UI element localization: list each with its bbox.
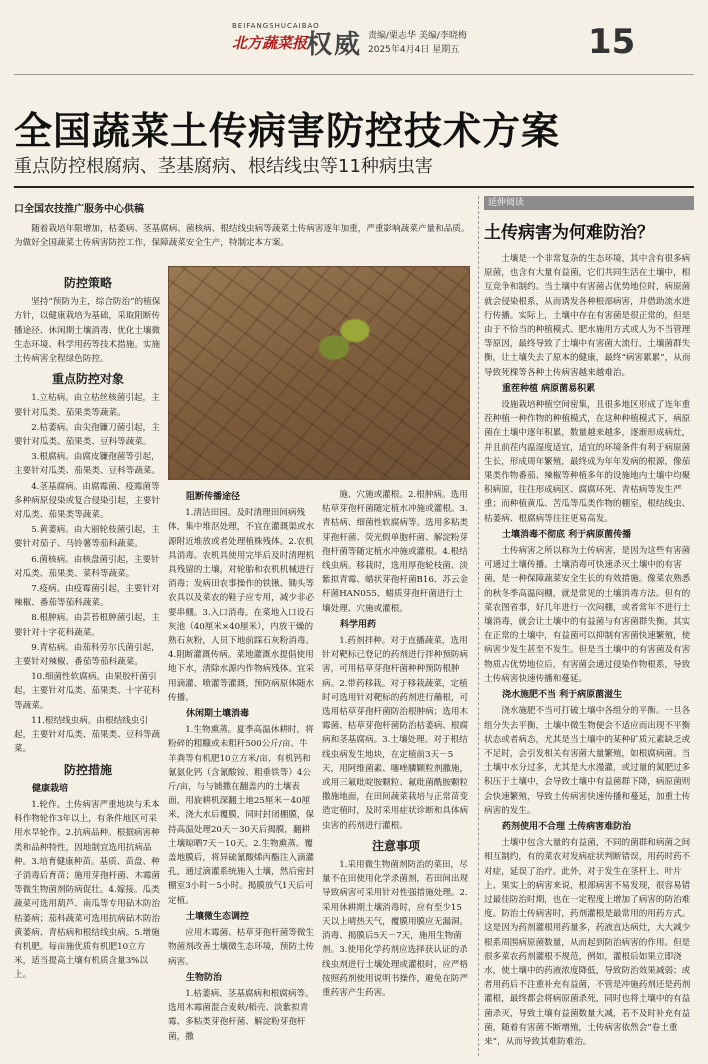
section-title: 权威 [306,30,363,60]
sidebar-title: 土传病害为何难防治？ [484,223,654,243]
chem-text: 1.药剂拌种。对于直播蔬菜，选用针对靶标已登记的药剂进行拌种预防病害，可用枯草芽孢杆菌种种预防根肿病。2.带药移栽。对于移栽蔬菜，定植时可选用针对靶标的药剂进行蘸根，可选用枯草芽孢杆菌防治根肿病；选用木霉菌、枯草芽孢杆菌防治枯萎病、根腐病和茎基腐病。3.土壤处理。对于根结线虫病发生地块，在定植前3天－5天，用阿维菌素、噻唑膦颗粒剂撒施，或用三氟吡啶胺颗粒、氟吡菌酰胺颗粒撒施地面，在田间蔬菜栽培与正常苗变造定植时，及时采用症状诊断和具体病虫害的药剂进行灌根。 [322,636,469,831]
intro-paragraph: 随着栽培年限增加，枯萎病、茎基腐病、菌核病、根结线虫病等蔬菜土传病害逐年加重，严重影响蔬菜产量和品质。为做好全国蔬菜土传病害防控工作，保障蔬菜安全生产，特制定本方案。 [14,224,470,248]
masthead [0,0,708,72]
target-item: 8.根肿病。由芸苔根肿菌引起，主要针对十字花科蔬菜。 [14,613,160,638]
sidebar-subheading: 药剂使用不合理 土传病害难防治 [502,821,632,832]
sidebar-paragraph: 土壤是一个非常复杂的生态环境，其中含有很多病原菌，也含有大量有益菌，它们共同生活在土壤中，相互竞争和制约。当土壤中有害菌占优势地位时，病原菌就会侵染根系，从而诱发各种根部病害，并借助流水进行传播。实际上，土壤中存在有害菌是很正常的，但是由于不恰当的种植模式、肥水施用方式或人为不当管理等原因，最终导致了土壤中有害菌大流行，土壤菌群失衡，让土壤失去了原本的健康，最终“病害累累”，从而导致死棵等各种土传病害越来越难治。 [484,254,691,378]
sidebar-subheading: 重茬种植 病原菌易积累 [502,383,596,394]
strategy-text: 坚持“预防为主，综合防治”的植保方针，以健康栽培为基础，采取阻断传播途径、休闲期土壤消毒、优化土壤微生态环境、科学用药等技术措施。实施土传病害全程绿色防控。 [14,297,161,365]
measures-text: 1.轮作。土传病害严重地块与禾本科作物轮作3年以上，有条件地区可采用水旱轮作。2.抗病品种。根据病害种类和品种特性，因地制宜选用抗病品种。3.培育健康种苗。基质、苗盘、种子消毒后育苗；施用芽孢杆菌、木霉菌等微生物菌剂防病促壮。4.嫁接。瓜类蔬菜可选用葫芦、南瓜等专用砧木防治枯萎病；茄科蔬菜可选用抗病砧木防治黄萎病、青枯病和根结线虫病。5.增施有机肥。每亩施优质有机肥10立方米，适当提高土壤有机质含量3%以上。 [14,799,161,981]
logo-pinyin: BEIFANGSHUCAIBAO [232,22,320,30]
sidebar-paragraph: 浇水施肥不当可打破土壤中各组分的平衡。一旦各组分失去平衡，土壤中微生物便会不适应而出现不平衡状态或者病态，尤其是当土壤中的某种矿质元素缺乏或不足时，会引发相关有害菌大量繁殖，如根腐病菌。当土壤中水分过多，尤其是大水漫灌，或过量的氮肥过多积压于土壤中，会导致土壤中有益菌群下降，病原菌则会快速繁殖，导致土传病害快速传播和蔓延，加重土传病害的发生。 [484,706,691,816]
target-item: 10.细菌性软腐病。由果胶杆菌引起，主要针对瓜类、茄果类、十字花科等蔬菜。 [14,672,161,711]
subheading-healthy: 健康栽培 [32,783,69,794]
target-item: 4.茎基腐病。由腐霉菌、疫霉菌等多种病原侵染或复合侵染引起，主要针对瓜类、茄果类等蔬菜。 [14,481,161,521]
target-item: 5.黄萎病。由大丽轮枝菌引起，主要针对茄子、马铃薯等茄科蔬菜。 [14,525,160,550]
heading-targets: 重点防控对象 [51,372,124,387]
page-number: 15 [588,22,636,62]
sidebar-body [484,252,694,1056]
sidebar-paragraph: 设施栽培种植空间密集，且很多地区形成了连年重茬种植一种作物的种植模式，在这种种植模式下，病原菌在土壤中逐年积累，数量越来越多，逐渐形成病灶，并且前茬内温湿度适宜，适宜的环境条件有利于病原菌生长，形成周年繁殖，最终成为年年发病的根源，像茄果类作物番茄、辣椒等种植多年的设施地内土壤中均聚积病原，往往形成病区、腐腐环死、青枯病等发生严重；而种植黄瓜、苦瓜等瓜类作物的棚室，根结线虫、枯萎病、根腐病等往往更易高发。 [484,400,691,524]
target-item: 7.疫病。由疫霉菌引起，主要针对辣椒、番茄等茄科蔬菜。 [14,584,160,609]
newspaper-logo: 北方蔬菜报 [232,34,308,52]
headline-rule [14,186,694,188]
sidebar-paragraph: 土传病害之所以称为土传病害，是因为这些有害菌可通过土壤传播。土壤消毒可快速杀灭土壤中的有害菌，是一种保障蔬菜安全生长的有效措施。像菜农熟悉的秋冬季高温闷棚，就是常见的土壤消毒方法。但有的菜农图省事，好几年进行一次闷棚，或者常年不进行土壤消毒，就会让土壤中的有益菌与有害菌群失衡。其实在正常的土壤中，有益菌可以抑制有害菌快速繁殖，使病害少发生甚至不发生。但是当土壤中的有害菌及有害物质占优势地位后，有害菌会通过侵染作物根系，导致土传病害快速传播和蔓延。 [484,546,691,684]
subheading-chem: 科学用药 [340,619,377,630]
sidebar-tag: 延伸阅读 [484,196,694,210]
cracked-soil-seedling-photo [168,266,470,480]
masthead-rule [14,74,694,75]
column-3 [322,488,470,1056]
subheading-bio: 生物防治 [186,972,223,983]
subheading-fallow: 休闲期土壤消毒 [186,709,250,720]
target-item: 1.立枯病。由立枯丝核菌引起，主要针对瓜类、茄果类等蔬菜。 [14,393,160,418]
issue-date: 2025年4月4日 星期五 [368,45,460,55]
target-item: 9.青枯病。由茄科劳尔氏菌引起，主要针对辣椒、番茄等茄科蔬菜。 [14,642,160,668]
column-1 [14,270,162,1056]
notes-text: 1.采用微生物菌剂防治的菜田，尽量不在田使用化学杀菌剂，若田间出现导致病害可采用针对性强措施处理。2.采用休耕期土壤消毒时，应有至少15天以上晴热天气，覆膜用膜应无漏洞。消毒、揭膜后5天－7天，施用生物菌剂。3.使用化学药剂应选择获认证的杀线虫剂进行土壤处理或灌根时，应严格按照药剂使用说明书操作，避免在防严重药害产生药害。 [322,860,469,998]
target-item: 6.菌核病。由核盘菌引起，主要针对瓜类、茄果类、菜科等蔬菜。 [14,554,160,579]
sidebar-subheading: 土壤消毒不彻底 利于病原菌传播 [502,529,632,540]
micro-text: 应用木霉菌、枯草芽孢杆菌等微生物菌剂改善土壤微生态环境，预防土传病害。 [168,928,315,967]
bio-continued-text: 施、穴施或灌根。2.根肿病。选用枯草芽孢杆菌随定植水冲施或灌根。3.青枯病、细菌性软腐病等。选用多粘类芽孢杆菌、荧光假单胞杆菌、解淀粉芽孢杆菌等随定植水冲施或灌根。4.根结线虫病。移栽时，选用厚孢轮枝菌、淡紫拟青霉、蜡状芽孢杆菌B16、苏云金杆菌HAN055、蜡质芽孢杆菌进行土壤处理、穴施或灌根。 [322,490,469,614]
bio-text: 1.枯萎病、茎基腐病和根腐病等。选用木霉菌混合麦麸/稻壳、淡紫拟青霉、多粘类芽孢杆菌、解淀粉芽孢杆菌，撒 [168,988,314,1042]
heading-notes: 注意事项 [371,838,420,853]
byline: 口全国农技推广服务中心供稿 [14,204,144,215]
column-2 [168,488,316,1056]
block-text: 1.清洁田园。及时清理田间病残体，集中堆沤处理，不宜在灌溉渠或水源附近堆放或者处理植株残体。2.农机具消毒。农机具使用完毕后及时清理机具残留的土壤，对轮胎和农机机械进行消毒；发病田农事操作的铁锹、锄头等农具以及菜农的鞋子应专用，减少非必要串棚。3.入口消毒。在菜地入口设石灰池（40厘米×40厘米），内放干燥的熟石灰粉，人员下地前踩石灰粉消毒。4.阻断灌溉传病。菜地灌溉水提倡使用地下水，清除水源内作物病残体。宜采用滴灌、喷灌等灌溉，预防病原体随水传播。 [168,508,315,703]
target-item: 11.根结线虫病。由根结线虫引起，主要针对瓜类、茄果类、豆科等蔬菜。 [14,715,161,755]
subheadline: 重点防控根腐病、茎基腐病、根结线虫等11种病虫害 [14,156,433,177]
target-item: 2.枯萎病。由尖孢镰刀菌引起，主要针对瓜类、茄果类、豆科等蔬菜。 [14,422,160,448]
sidebar-paragraph: 土壤中包含大量的有益菌，不同的菌群和病菌之间相互制约，有的菜农对发病症状判断错误，用药时药不对症，延误了治疗。此外，对于发生在茎杆上、叶片上、果实上的病害来说，根部病害不易发现，很容易错过最佳防治时期，也在一定程度上增加了病害的防治难度。防治土传病害时，药剂灌根是最常用的用药方式。这是因为药剂灌根用药量多，药液直达病灶，大大减少根系周围病原菌数量，从而起到防治病害的作用。但是很多菜农药剂灌根不规范，例如，灌根后如果立即浇水，使土壤中的药液浓度降低，导致防治效果减弱；或者用药后不注重补充有益菌，不管是冲施药剂还是药剂灌根，最终都会将病原菌杀死，同时也将土壤中的有益菌杀灭，导致土壤有益菌数量大减，若不及时补充有益菌，随着有害菌不断增殖，土传病害依然会“卷土重来”，从而导致其难防难治。 [484,838,691,1047]
sidebar-subheading: 浇水施肥不当 利于病原菌滋生 [502,690,623,701]
target-item: 3.根腐病。由腐皮镰孢菌等引起，主要针对瓜类、茄果类、豆科等蔬菜。 [14,452,161,477]
heading-measures: 防控措施 [63,762,112,777]
headline: 全国蔬菜土传病害防控技术方案 [14,109,561,153]
subheading-micro: 土壤微生态调控 [186,911,250,922]
subheading-block: 阻断传播途径 [186,492,241,502]
fallow-text: 1.生物熏蒸。夏季高温休耕时，将粉碎的粗糠或未粗秆500公斤/亩、牛羊粪等有机肥10立方米/亩、有机钙和氰氨化钙（含氰酸铵、粗垂铁等）4公斤/亩，与与铺撒在翻盖内的土壤表面，用旋耕机深翻土地25厘米－40厘米，浇大水后覆膜，同时封闭棚膜，保持高温处理20天－30天后揭膜，翻耕土壤晾晒7天－10天。2.生物熏蒸。覆盖地膜后，将异硫氰酸烯丙酯注入滴灌孔，通过滴灌系统施入土壤，然后密封棚室3小时－5小时。揭膜放气1天后可定植。 [168,725,315,906]
editors-line: 责编/栗志华 美编/李晓梅 [368,31,467,41]
heading-strategy: 防控策略 [63,276,112,290]
sidebar-divider [478,196,479,1056]
